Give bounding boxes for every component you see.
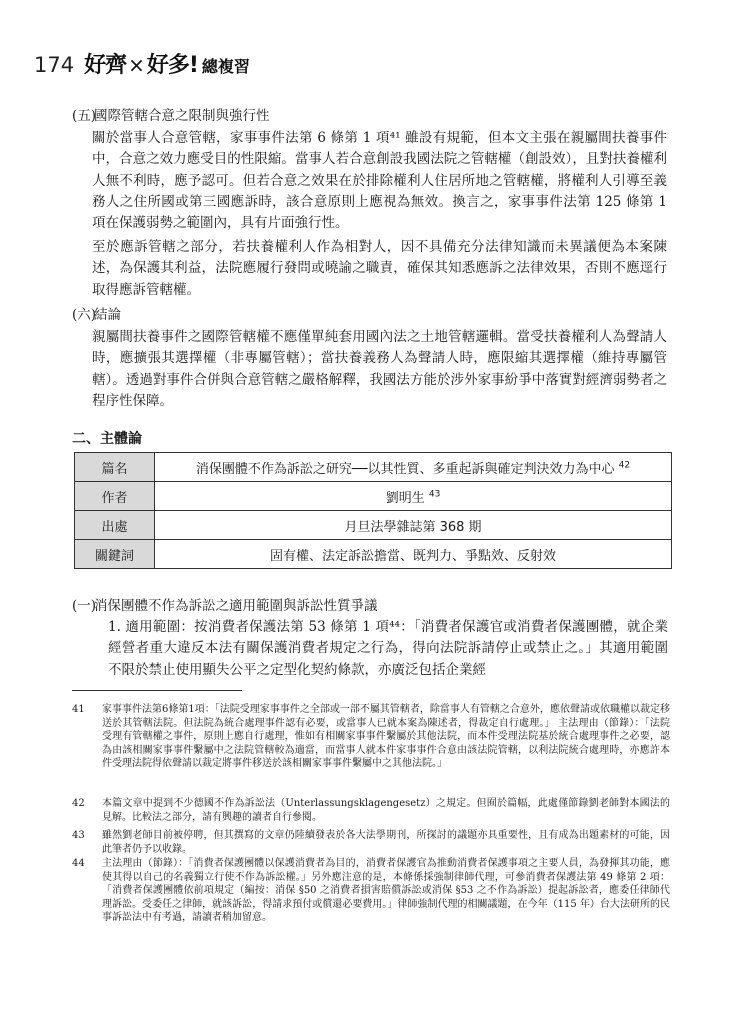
footnote-number: 41 (72, 704, 85, 715)
footnote-number: 43 (72, 830, 85, 841)
footnote-43 (72, 829, 670, 856)
footnote-divider (72, 690, 242, 691)
article-source: 月旦法學雜誌第 368 期 (155, 511, 672, 540)
article-author: 劉明生 (385, 490, 425, 506)
table-row (75, 482, 672, 511)
footnote-number: 42 (72, 798, 85, 809)
brand-cross: × (128, 53, 145, 77)
row-label-keywords: 關鍵詞 (75, 540, 155, 569)
row-label-source: 出處 (75, 511, 155, 540)
article-keywords: 固有權、法定訴訟擔當、既判力、爭點效、反射效 (155, 540, 672, 569)
footnote-ref-42: 42 (618, 460, 631, 471)
subsection-1-item-1: 1. 適用範圍：按消費者保護法第 53 條第 1 項⁴⁴：「消費者保護官或消費者保護團體，就企業經營者重大違反本法有關保護消費者規定之行為，得向法院訴請停止或禁止之。」其適用範圍不限於禁止使用顯失公平之定型化契約條款，亦廣泛包括企業經 (108, 619, 668, 678)
footnote-text: 雖然劉老師目前被停聘，但其撰寫的文章仍陸續發表於各大法學期刊，所探討的議題亦具重要性，且有成為出題素材的可能，因此筆者仍予以收錄。 (102, 830, 670, 855)
section-5-marker: (五) (72, 108, 97, 124)
footnote-number: 44 (72, 858, 85, 869)
table-row (75, 511, 672, 540)
footnote-ref-43: 43 (428, 489, 441, 500)
section-5-title: 國際管轄合意之限制與強行性 (94, 108, 270, 124)
article-info-table (74, 452, 672, 569)
footnote-44 (72, 857, 670, 925)
row-value-title (155, 453, 672, 482)
row-value-author (155, 482, 672, 511)
footnote-text: 主法理由（節錄）：「消費者保護團體以保護消費者為目的，消費者保護官為推動消費者保護事項之主要人員，為發揮其功能，應使其得以自己的名義獨立行使不作為訴訟權。」另外應注意的是，本條係採強制律師代理，可參消費者保護法第 49 條第 2 項：「消費者保護團體依前項規定（編按：消保 §50 之消費者損害賠償訴訟或消保 §53 之不作為訴訟）提起訴訟者，應委任律師代理訴訟。受委任之律師，就該訴訟，得請求預付或償還必要費用。」律師強制代理的相關議題，在今年（115 年）台大法研所的民事訴訟法中有考過，請讀者稍加留意。 (102, 858, 670, 924)
section-6-marker: (六) (72, 307, 97, 323)
footnote-text: 本篇文章中提到不少德國不作為訴訟法（Unterlassungsklagengesetz）之規定。但囿於篇幅，此處僅節錄劉老師對本國法的見解。比較法之部分，請有興趣的讀者自行參閱。 (102, 798, 670, 823)
brand-logo-left: 好齊 (84, 53, 127, 78)
section-5-heading (72, 106, 270, 126)
row-label-author: 作者 (75, 482, 155, 511)
row-label-title: 篇名 (75, 453, 155, 482)
section-6-heading (72, 305, 121, 325)
section-6-paragraph-1: 親屬間扶養事件之國際管轄權不應僅單純套用國內法之土地管轄邏輯。當受扶養權利人為聲請人時，應擴張其選擇權（非專屬管轄）；當扶養義務人為聲請人時，應限縮其選擇權（維持專屬管轄）。透過對事件合併與合意管轄之嚴格解釋，我國法方能於涉外家事紛爭中落實對經濟弱勢者之程序性保障。 (92, 329, 667, 409)
section-5-paragraph-1: 關於當事人合意管轄，家事事件法第 6 條第 1 項⁴¹ 雖設有規範，但本文主張在親屬間扶養事件中，合意之效力應受目的性限縮。當事人若合意創設我國法院之管轄權（創設效），且對扶養權利人無不利時，應予認可。但若合意之效果在於排除權利人住居所地之管轄權，將權利人引導至義務人之住所國或第三國應訴時，該合意原則上應視為無效。換言之，家事事件法第 125 條第 1 項在保護弱勢之範圍內，具有片面強行性。 (92, 130, 667, 232)
table-row (75, 453, 672, 482)
footnote-41 (72, 703, 670, 771)
brand-logo-right: 好多! (146, 53, 198, 78)
section-5-paragraph-2: 至於應訴管轄之部分，若扶養權利人作為相對人，因不具備充分法律知識而未異議便為本案陳述，為保護其利益，法院應履行發問或曉諭之職責，確保其知悉應訴之法律效果，否則不應逕行取得應訴管轄權。 (92, 239, 667, 298)
subsection-1-marker: (一) (72, 598, 97, 614)
section-6-title: 結論 (94, 307, 121, 323)
part-2-heading: 二、主體論 (72, 431, 142, 447)
footnote-42 (72, 797, 670, 824)
article-title: 消保團體不作為訴訟之研究──以其性質、多重起訴與確定判決效力為中心 (195, 461, 615, 477)
page-number: 174 (34, 53, 75, 77)
table-row (75, 540, 672, 569)
page-header (34, 48, 250, 78)
brand-subtitle: 總複習 (201, 57, 250, 76)
subsection-1-heading (72, 596, 378, 616)
subsection-1-title: 消保團體不作為訴訟之適用範圍與訴訟性質爭議 (94, 598, 378, 614)
footnote-text: 家事事件法第6條第1項：「法院受理家事事件之全部或一部不屬其管轄者，除當事人有管轄之合意外，應依聲請或依職權以裁定移送於其管轄法院。但法院為統合處理事件認有必要，或當事人已就本案為陳述者，得裁定自行處理。」 主法理由（節錄）：「法院受理有管轄權之事件，原則上應自行處理，惟如有相關家事事件繫屬於其他法院，而本件受理法院基於統合處理事件之必要，認為由該相關家事事件繫屬中之法院管轄較為適當，而當事人就本件家事事件合意由該法院管轄，以利法院統合處理時，亦應許本件受理法院得依聲請以裁定將事件移送於該相關家事事件繫屬中之其他法院。」 (102, 704, 670, 770)
